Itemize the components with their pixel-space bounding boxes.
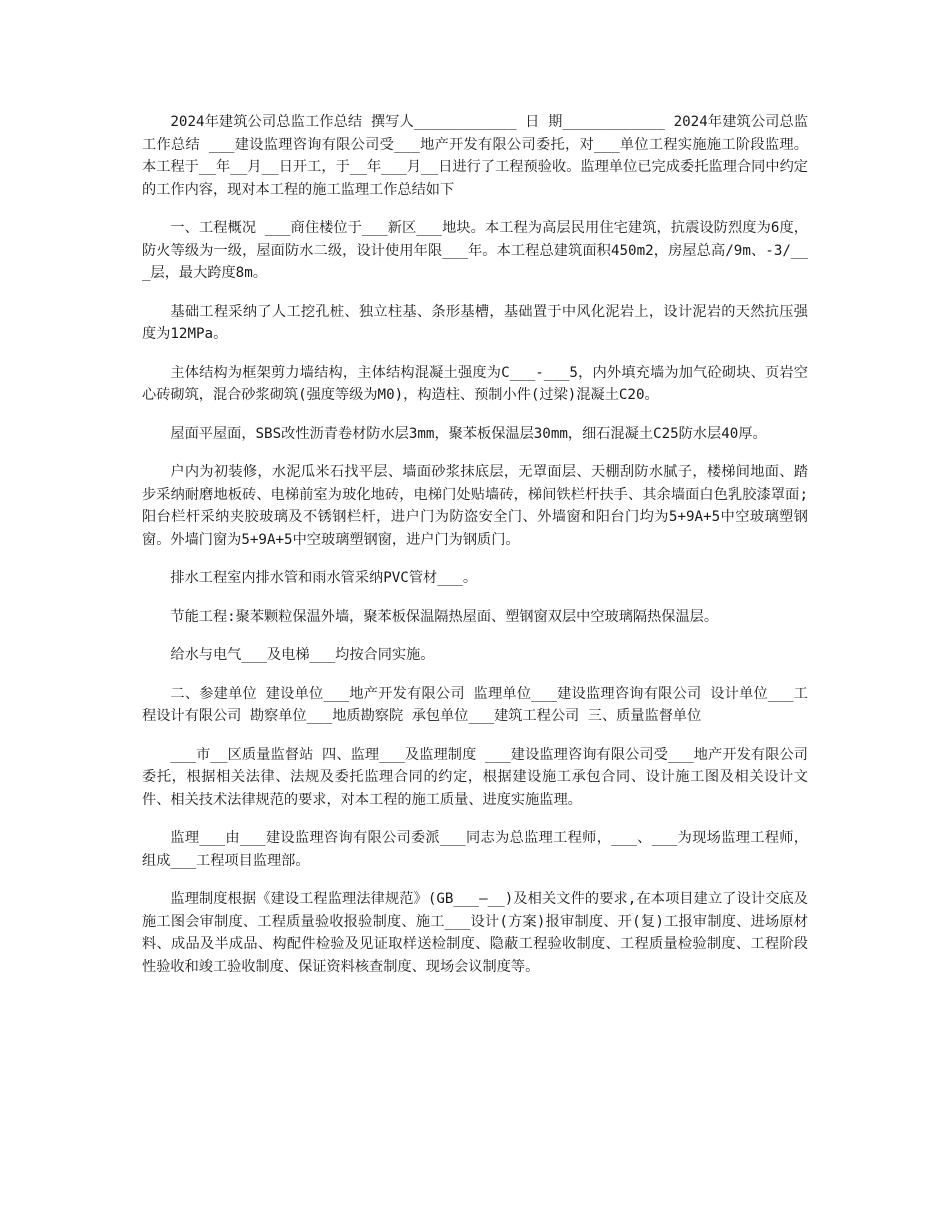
- paragraph-supervision-org: ___市__区质量监督站 四、监理___及监理制度 ___建设监理咨询有限公司受___地产开发有限公司委托，根据相关法律、法规及委托监理合同的约定，根据建设施工承包合同、设计施工图及相关设计文件、相关技术法律规范的要求，对本工程的施工质量、进度实施监理。: [142, 746, 808, 808]
- paragraph-roof: 屋面平屋面，SBS改性沥青卷材防水层3mm，聚苯板保温层30mm，细石混凝土C25防水层40厚。: [170, 425, 767, 442]
- paragraph-supervision-system: 监理制度根据《建设工程监理法律规范》(GB___—__)及相关文件的要求,在本项目建立了设计交底及施工图会审制度、工程质量验收报验制度、施工___设计(方案)报审制度、开(复)工报审制度、进场原材料、成品及半成品、构配件检验及见证取样送检制度、隐蔽工程验收制度、工程质量检验制度、工程阶段性验收和竣工验收制度、保证资料核查制度、现场会议制度等。: [142, 891, 808, 975]
- paragraph-energy-saving: 节能工程:聚苯颗粒保温外墙，聚苯板保温隔热屋面、塑钢窗双层中空玻璃隔热保温层。: [170, 608, 719, 625]
- paragraph-interior-finish: 户内为初装修，水泥瓜米石找平层、墙面砂浆抹底层，无罩面层、天棚刮防水腻子，楼梯间地面、踏步采纳耐磨地板砖、电梯前室为玻化地砖，电梯门处贴墙砖，梯间铁栏杆扶手、其余墙面白色乳胶漆罩面;阳台栏杆采纳夹胶玻璃及不锈钢栏杆，进户门为防盗安全门、外墙窗和阳台门均为5+9A+5中空玻璃塑钢窗。外墙门窗为5+9A+5中空玻璃塑钢窗，进户门为钢质门。: [142, 464, 808, 548]
- paragraph-participants: 二、参建单位 建设单位___地产开发有限公司 监理单位___建设监理咨询有限公司 设计单位___工程设计有限公司 勘察单位___地质勘察院 承包单位___建筑工程公司 三、质量监督单位: [142, 685, 808, 724]
- document-body: [142, 111, 808, 994]
- paragraph-foundation: 基础工程采纳了人工挖孔桩、独立柱基、条形基槽，基础置于中风化泥岩上，设计泥岩的天然抗压强度为12MPa。: [142, 303, 808, 342]
- paragraph-drainage: 排水工程室内排水管和雨水管采纳PVC管材___。: [170, 570, 478, 586]
- paragraph-intro: 2024年建筑公司总监工作总结 撰写人____________ 日 期____________ 2024年建筑公司总监工作总结 ___建设监理咨询有限公司受___地产开发有限公司委托，对___单位工程实施施工阶段监理。本工程于__年__月__日开工，于__年___月__日进行了工程预验收。监理单位已完成委托监理合同中约定的工作内容，现对本工程的施工监理工作总结如下: [142, 114, 808, 198]
- paragraph-project-overview: 一、工程概况 ___商住楼位于___新区___地块。本工程为高层民用住宅建筑，抗震设防烈度为6度，防火等级为一级，屋面防水二级，设计使用年限___年。本工程总建筑面积450m2，房屋总高/9m、-3/___层，最大跨度8m。: [142, 220, 808, 281]
- paragraph-water-electric: 给水与电气___及电梯___均按合同实施。: [170, 647, 435, 663]
- paragraph-main-structure: 主体结构为框架剪力墙结构，主体结构混凝土强度为C___-___5，内外填充墙为加气砼砌块、页岩空心砖砌筑，混合砂浆砌筑(强度等级为M0)，构造柱、预制小件(过梁)混凝土C20。: [142, 364, 808, 403]
- paragraph-supervision-team: 监理___由___建设监理咨询有限公司委派___同志为总监理工程师，___、___为现场监理工程师，组成___工程项目监理部。: [142, 830, 808, 869]
